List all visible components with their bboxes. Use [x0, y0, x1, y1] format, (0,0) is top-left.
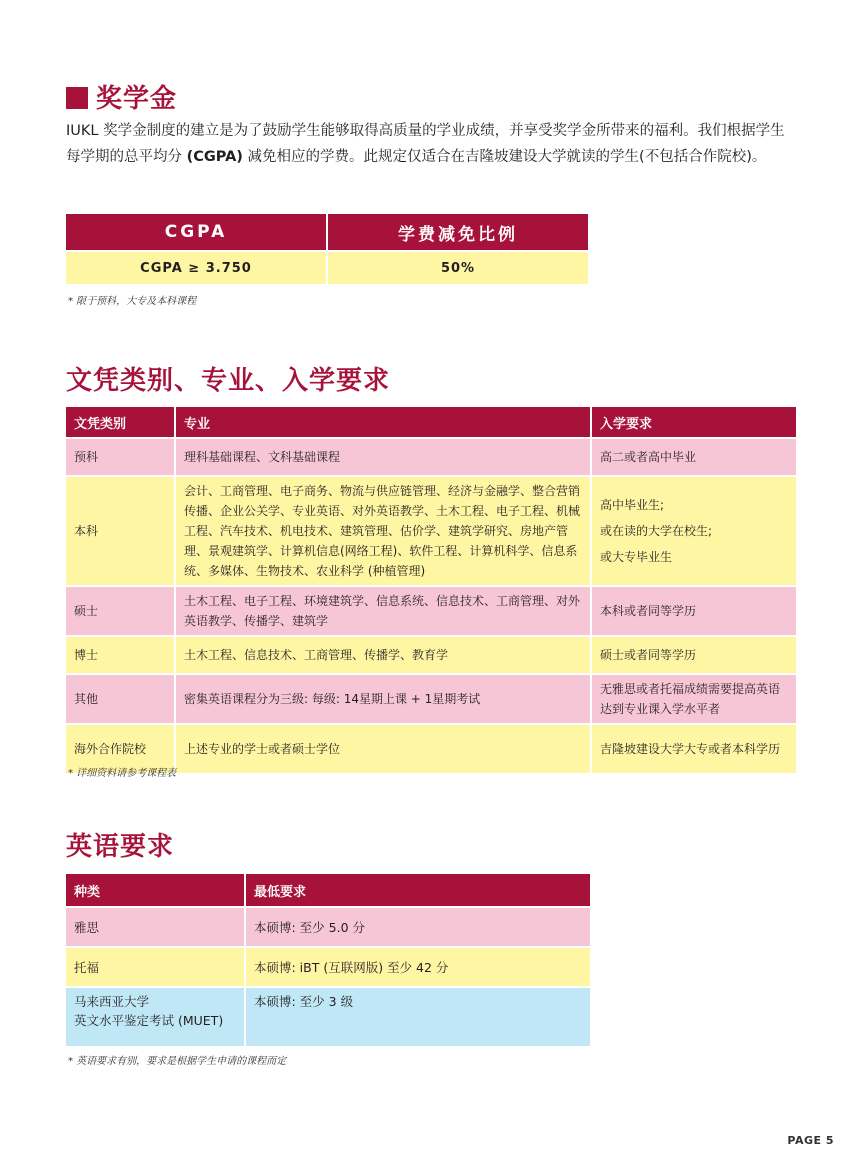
diploma-cell: 博士	[66, 637, 174, 673]
table-row	[66, 675, 796, 723]
major-cell: 上述专业的学士或者硕士学位	[176, 725, 590, 773]
scholarship-heading	[66, 78, 177, 115]
major-cell: 密集英语课程分为三级: 每级: 14星期上课 + 1星期考试	[176, 675, 590, 723]
header-diploma: 文凭类别	[66, 407, 174, 437]
requirement-cell: 高中毕业生; 或在读的大学在校生; 或大专毕业生	[592, 477, 796, 585]
english-heading: 英语要求	[66, 832, 175, 862]
square-bullet-icon	[66, 87, 88, 109]
header-major: 专业	[176, 407, 590, 437]
type-cell: 托福	[66, 948, 244, 986]
table-row	[66, 637, 796, 673]
major-cell: 土木工程、信息技术、工商管理、传播学、教育学	[176, 637, 590, 673]
header-discount: 学费减免比例	[328, 214, 588, 250]
intro-text-2: 减免相应的学费。此规定仅适合在吉隆坡建设大学就读的学生(不包括合作院校)。	[242, 149, 767, 165]
intro-text-1: IUKL 奖学金制度的建立是为了鼓励学生能够取得高质量的学业成绩，并享受奖学金所带来的福利。我们根据学生每学期的总平均分	[66, 123, 785, 165]
diploma-cell: 本科	[66, 477, 174, 585]
header-minimum: 最低要求	[246, 874, 590, 906]
scholarship-title: 奖学金	[96, 84, 178, 114]
requirement-cell: 高二或者高中毕业	[592, 439, 796, 475]
requirement-cell: 无雅思或者托福成绩需要提高英语达到专业课入学水平者	[592, 675, 796, 723]
major-cell: 会计、工商管理、电子商务、物流与供应链管理、经济与金融学、整合营销传播、企业公关学、专业英语、对外英语教学、土木工程、电子工程、机械工程、汽车技术、机电技术、建筑管理、估价学、建筑学研究、房地产管理、景观建筑学、计算机信息(网络工程)、软件工程、计算机科学、信息系统、多媒体、生物技术、农业科学 (种植管理)	[176, 477, 590, 585]
type-cell: 雅思	[66, 908, 244, 946]
minimum-cell: 本硕博: iBT (互联网版) 至少 42 分	[246, 948, 590, 986]
minimum-cell: 本硕博: 至少 5.0 分	[246, 908, 590, 946]
table-row	[66, 439, 796, 475]
programs-heading: 文凭类别、专业、入学要求	[66, 366, 391, 396]
header-requirement: 入学要求	[592, 407, 796, 437]
page-number: PAGE 5	[787, 1134, 834, 1147]
cgpa-value: CGPA ≥ 3.750	[66, 252, 326, 284]
programs-table	[64, 405, 798, 775]
requirement-cell: 硕士或者同等学历	[592, 637, 796, 673]
table-row	[66, 252, 588, 284]
diploma-cell: 硕士	[66, 587, 174, 635]
scholarship-table	[64, 212, 590, 286]
diploma-cell: 其他	[66, 675, 174, 723]
major-cell: 土木工程、电子工程、环境建筑学、信息系统、信息技术、工商管理、对外英语教学、传播学、建筑学	[176, 587, 590, 635]
diploma-cell: 预科	[66, 439, 174, 475]
intro-cgpa: (CGPA)	[186, 149, 243, 165]
scholarship-note: * 限于预科，大专及本科课程	[68, 296, 197, 307]
programs-note: * 详细资料请参考课程表	[68, 768, 177, 779]
discount-value: 50%	[328, 252, 588, 284]
table-row	[66, 477, 796, 585]
table-row	[66, 908, 590, 946]
major-cell: 理科基础课程、文科基础课程	[176, 439, 590, 475]
header-cgpa: CGPA	[66, 214, 326, 250]
requirement-cell: 吉隆坡建设大学大专或者本科学历	[592, 725, 796, 773]
scholarship-intro	[66, 118, 796, 170]
requirement-cell: 本科或者同等学历	[592, 587, 796, 635]
table-row	[66, 948, 590, 986]
type-cell: 马来西亚大学 英文水平鉴定考试 (MUET)	[66, 988, 244, 1046]
minimum-cell: 本硕博: 至少 3 级	[246, 988, 590, 1046]
table-row	[66, 587, 796, 635]
diploma-cell: 海外合作院校	[66, 725, 174, 773]
english-table	[64, 872, 592, 1048]
english-note: * 英语要求有别，要求是根据学生申请的课程而定	[68, 1056, 287, 1067]
header-type: 种类	[66, 874, 244, 906]
table-row	[66, 988, 590, 1046]
